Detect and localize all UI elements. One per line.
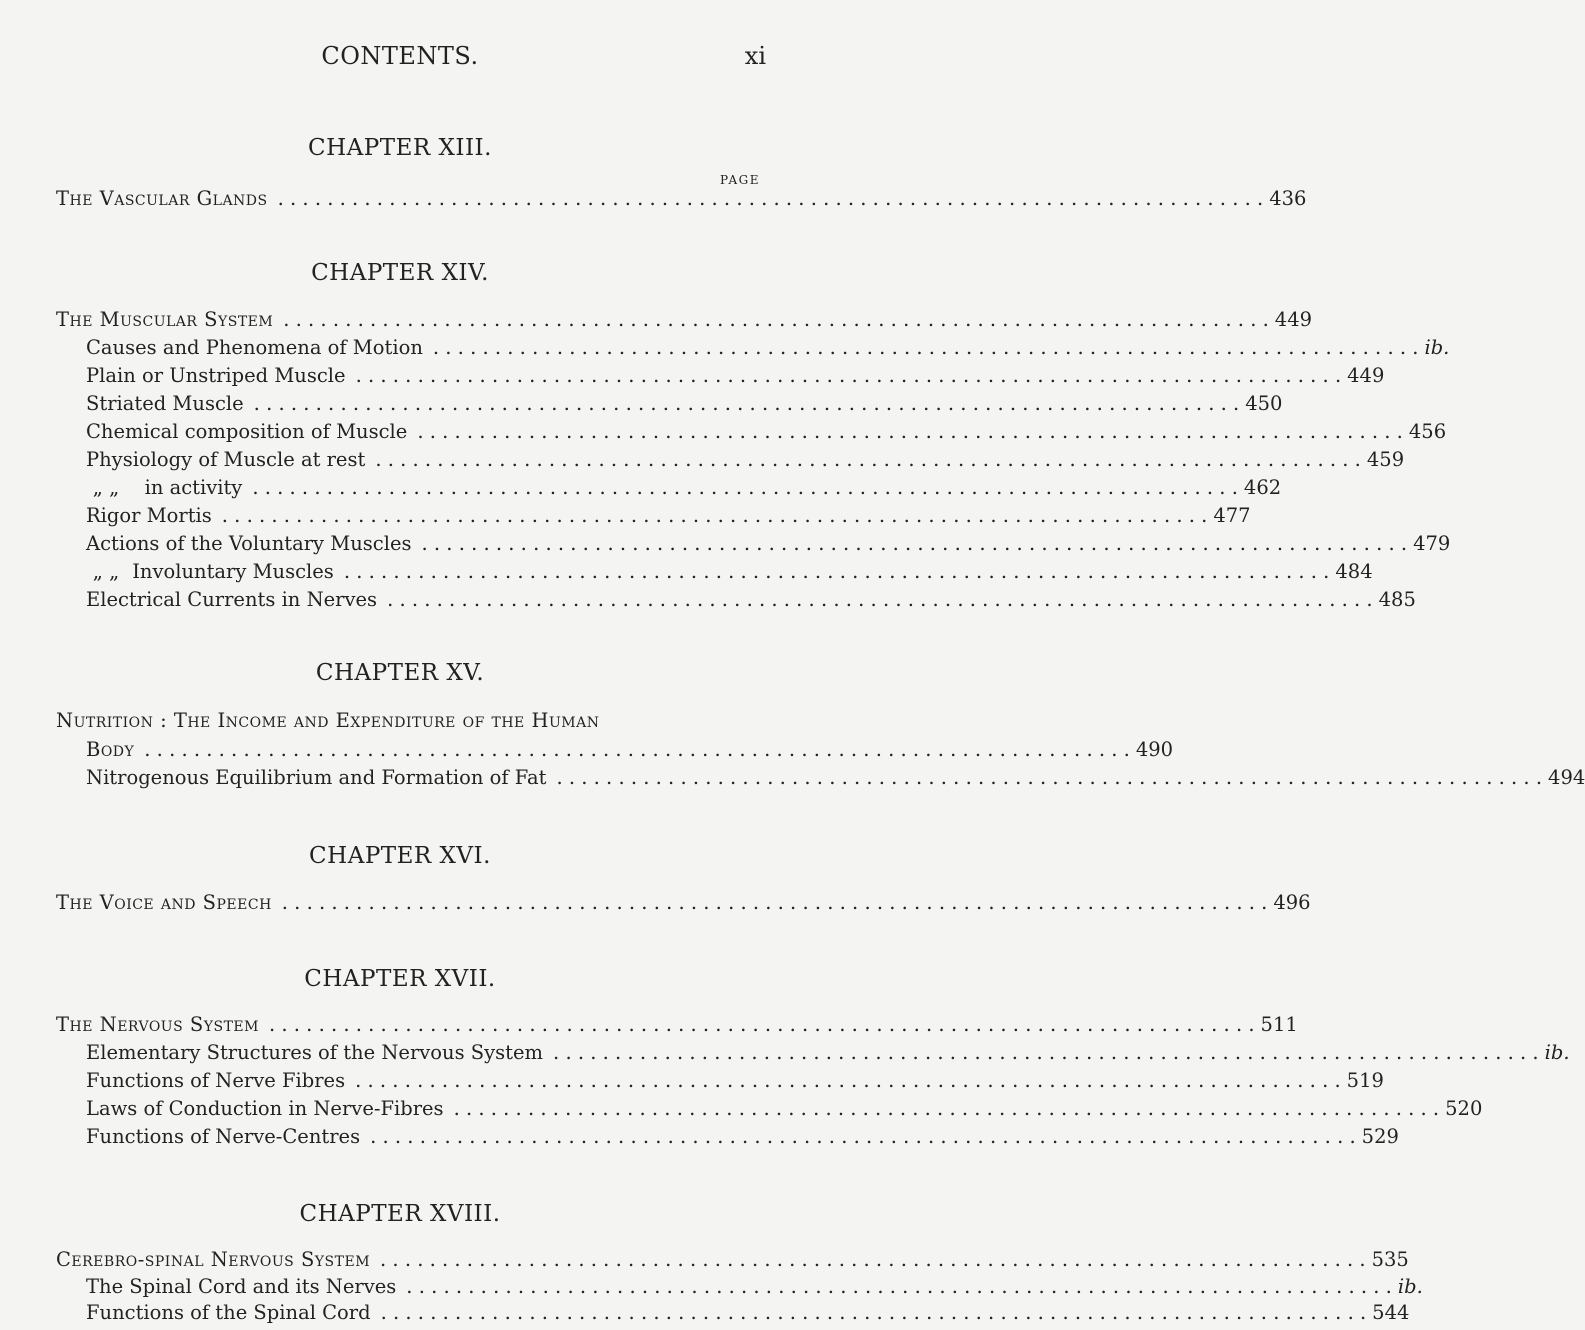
toc-entry[interactable] [86, 1038, 1570, 1068]
chapter-heading: CHAPTER XVII. [304, 966, 496, 992]
chapter-heading: CHAPTER XVI. [309, 843, 491, 869]
entry-title-group [86, 557, 334, 587]
toc-entry[interactable] [86, 763, 1585, 793]
entry-page: 462 [1243, 476, 1282, 499]
entry-title: in activity [144, 476, 243, 499]
entry-title: Physiology of Muscle at rest [86, 448, 366, 471]
entry-title: Cerebro-spinal Nervous System [56, 1248, 371, 1271]
leader-dots: . . . . . . . . . . . . . . . . . . . . . . . . . . . . . . . . . . . . . . . . . . . . . . . . . . . . . . . . . . . . . . . . . . . . . . . . . . . . . . . . [553, 1041, 1539, 1064]
leader-dots: . . . . . . . . . . . . . . . . . . . . . . . . . . . . . . . . . . . . . . . . . . . . . . . . . . . . . . . . . . . . . . . . . . . . . . . . . . . . . . . . [375, 448, 1361, 471]
entry-title: Actions of the Voluntary Muscles [86, 532, 412, 555]
entry-page: 511 [1260, 1013, 1298, 1036]
entry-page: 436 [1269, 187, 1307, 210]
chapter-heading: CHAPTER XV. [315, 660, 485, 686]
leader-dots: . . . . . . . . . . . . . . . . . . . . . . . . . . . . . . . . . . . . . . . . . . . . . . . . . . . . . . . . . . . . . . . . . . . . . . . . . . . . . . . . [343, 560, 1330, 583]
leader-dots: . . . . . . . . . . . . . . . . . . . . . . . . . . . . . . . . . . . . . . . . . . . . . . . . . . . . . . . . . . . . . . . . . . . . . . . . . . . . . . . . [277, 187, 1264, 210]
entry-page: 529 [1361, 1125, 1399, 1148]
entry-title: Laws of Conduction in Nerve-Fibres [86, 1097, 444, 1120]
entry-title: Functions of Nerve Fibres [86, 1069, 346, 1092]
entry-title: Elementary Structures of the Nervous System [86, 1041, 544, 1064]
entry-page: 449 [1274, 308, 1313, 331]
toc-entry[interactable] [86, 333, 1450, 363]
leader-dots: . . . . . . . . . . . . . . . . . . . . . . . . . . . . . . . . . . . . . . . . . . . . . . . . . . . . . . . . . . . . . . . . . . . . . . . . . . . . . . . . [221, 504, 1208, 527]
entry-page: 479 [1413, 532, 1451, 555]
toc-entry[interactable] [86, 1094, 1483, 1124]
entry-title: Body [86, 738, 135, 761]
chapter-heading: CHAPTER XIII. [308, 135, 492, 161]
leader-dots: . . . . . . . . . . . . . . . . . . . . . . . . . . . . . . . . . . . . . . . . . . . . . . . . . . . . . . . . . . . . . . . . . . . . . . . . . . . . . . . . [283, 308, 1269, 331]
leader-dots: . . . . . . . . . . . . . . . . . . . . . . . . . . . . . . . . . . . . . . . . . . . . . . . . . . . . . . . . . . . . . . . . . . . . . . . . . . . . . . . . [453, 1097, 1440, 1120]
entry-page: 520 [1445, 1097, 1483, 1120]
toc-entry[interactable] [56, 184, 1307, 214]
entry-page: 450 [1245, 392, 1283, 415]
toc-entry-line1[interactable] [56, 706, 772, 736]
running-title: CONTENTS. [321, 42, 479, 70]
leader-dots: . . . . . . . . . . . . . . . . . . . . . . . . . . . . . . . . . . . . . . . . . . . . . . . . . . . . . . . . . . . . . . . . . . . . . . . . . . . . . . . . [253, 392, 1240, 415]
leader-dots: . . . . . . . . . . . . . . . . . . . . . . . . . . . . . . . . . . . . . . . . . . . . . . . . . . . . . . . . . . . . . . . . . . . . . . . . . . . . . . . . [380, 1248, 1366, 1271]
entry-page: 477 [1213, 504, 1251, 527]
entry-title: Rigor Mortis [86, 504, 212, 527]
ditto-marks: „ „ [92, 476, 120, 499]
entry-page: ib. [1397, 1275, 1423, 1298]
entry-page: ib. [1424, 336, 1450, 359]
leader-dots: . . . . . . . . . . . . . . . . . . . . . . . . . . . . . . . . . . . . . . . . . . . . . . . . . . . . . . . . . . . . . . . . . . . . . . . . . . . . . . . . [355, 1069, 1341, 1092]
entry-page: 485 [1378, 588, 1416, 611]
entry-title: The Muscular System [56, 308, 274, 331]
toc-entry[interactable] [86, 529, 1451, 559]
leader-dots: . . . . . . . . . . . . . . . . . . . . . . . . . . . . . . . . . . . . . . . . . . . . . . . . . . . . . . . . . . . . . . . . . . . . . . . . . . . . . . . . [406, 1275, 1392, 1298]
leader-dots: . . . . . . . . . . . . . . . . . . . . . . . . . . . . . . . . . . . . . . . . . . . . . . . . . . . . . . . . . . . . . . . . . . . . . . . . . . . . . . . . [380, 1301, 1367, 1324]
entry-page: 494 [1548, 766, 1585, 789]
entry-page: 456 [1408, 420, 1447, 443]
entry-page: 484 [1335, 560, 1373, 583]
page-column-label: PAGE [720, 173, 760, 187]
entry-page: 496 [1273, 891, 1311, 914]
toc-entry[interactable] [86, 1298, 1410, 1328]
entry-title: Nitrogenous Equilibrium and Formation of Fat [86, 766, 547, 789]
entry-title-line1: Nutrition : The Income and Expenditure of the Human [56, 709, 600, 732]
toc-entry[interactable] [86, 557, 1373, 587]
entry-title: Functions of the Spinal Cord [86, 1301, 371, 1324]
toc-entry[interactable] [86, 735, 1174, 765]
entry-title-group [86, 473, 242, 503]
entry-title: Plain or Unstriped Muscle [86, 364, 346, 387]
toc-entry[interactable] [86, 473, 1282, 503]
toc-entry[interactable] [56, 305, 1313, 335]
entry-title: The Vascular Glands [56, 187, 268, 210]
entry-title: Involuntary Muscles [132, 560, 334, 583]
entry-title: The Voice and Speech [56, 891, 272, 914]
leader-dots: . . . . . . . . . . . . . . . . . . . . . . . . . . . . . . . . . . . . . . . . . . . . . . . . . . . . . . . . . . . . . . . . . . . . . . . . . . . . . . . . [252, 476, 1238, 499]
entry-page: 490 [1135, 738, 1174, 761]
entry-page: ib. [1544, 1041, 1570, 1064]
page-numeral: xi [744, 42, 766, 70]
toc-entry[interactable] [86, 445, 1405, 475]
leader-dots: . . . . . . . . . . . . . . . . . . . . . . . . . . . . . . . . . . . . . . . . . . . . . . . . . . . . . . . . . . . . . . . . . . . . . . . . . . . . . . . . [281, 891, 1268, 914]
entry-title: Causes and Phenomena of Motion [86, 336, 423, 359]
entry-title: The Spinal Cord and its Nerves [86, 1275, 397, 1298]
toc-entry[interactable] [56, 888, 1311, 918]
toc-entry[interactable] [56, 1010, 1298, 1040]
leader-dots: . . . . . . . . . . . . . . . . . . . . . . . . . . . . . . . . . . . . . . . . . . . . . . . . . . . . . . . . . . . . . . . . . . . . . . . . . . . . . . . . [144, 738, 1130, 761]
leader-dots: . . . . . . . . . . . . . . . . . . . . . . . . . . . . . . . . . . . . . . . . . . . . . . . . . . . . . . . . . . . . . . . . . . . . . . . . . . . . . . . . [387, 588, 1373, 611]
toc-entry[interactable] [86, 1122, 1399, 1152]
entry-page: 535 [1371, 1248, 1409, 1271]
running-head [0, 40, 800, 80]
leader-dots: . . . . . . . . . . . . . . . . . . . . . . . . . . . . . . . . . . . . . . . . . . . . . . . . . . . . . . . . . . . . . . . . . . . . . . . . . . . . . . . . [268, 1013, 1255, 1036]
leader-dots: . . . . . . . . . . . . . . . . . . . . . . . . . . . . . . . . . . . . . . . . . . . . . . . . . . . . . . . . . . . . . . . . . . . . . . . . . . . . . . . . [556, 766, 1543, 789]
leader-dots: . . . . . . . . . . . . . . . . . . . . . . . . . . . . . . . . . . . . . . . . . . . . . . . . . . . . . . . . . . . . . . . . . . . . . . . . . . . . . . . . [421, 532, 1408, 555]
toc-entry[interactable] [86, 501, 1251, 531]
leader-dots: . . . . . . . . . . . . . . . . . . . . . . . . . . . . . . . . . . . . . . . . . . . . . . . . . . . . . . . . . . . . . . . . . . . . . . . . . . . . . . . . [432, 336, 1419, 359]
leader-dots: . . . . . . . . . . . . . . . . . . . . . . . . . . . . . . . . . . . . . . . . . . . . . . . . . . . . . . . . . . . . . . . . . . . . . . . . . . . . . . . . [417, 420, 1403, 443]
toc-entry[interactable] [86, 389, 1283, 419]
toc-entry[interactable] [86, 1066, 1384, 1096]
entry-page: 449 [1347, 364, 1385, 387]
leader-dots: . . . . . . . . . . . . . . . . . . . . . . . . . . . . . . . . . . . . . . . . . . . . . . . . . . . . . . . . . . . . . . . . . . . . . . . . . . . . . . . . [370, 1125, 1356, 1148]
entry-title: Functions of Nerve-Centres [86, 1125, 361, 1148]
toc-entry[interactable] [56, 1245, 1409, 1275]
entry-title: Electrical Currents in Nerves [86, 588, 378, 611]
toc-entry[interactable] [86, 361, 1385, 391]
toc-entry[interactable] [86, 585, 1416, 615]
entry-page: 544 [1372, 1301, 1410, 1324]
entry-title: Chemical composition of Muscle [86, 420, 408, 443]
entry-title: The Nervous System [56, 1013, 259, 1036]
chapter-heading: CHAPTER XVIII. [299, 1201, 501, 1227]
toc-entry[interactable] [86, 417, 1447, 447]
ditto-marks: „ „ [92, 560, 120, 583]
leader-dots: . . . . . . . . . . . . . . . . . . . . . . . . . . . . . . . . . . . . . . . . . . . . . . . . . . . . . . . . . . . . . . . . . . . . . . . . . . . . . . . . [355, 364, 1342, 387]
chapter-heading: CHAPTER XIV. [311, 260, 489, 286]
entry-title: Striated Muscle [86, 392, 244, 415]
entry-page: 459 [1366, 448, 1405, 471]
entry-page: 519 [1346, 1069, 1384, 1092]
